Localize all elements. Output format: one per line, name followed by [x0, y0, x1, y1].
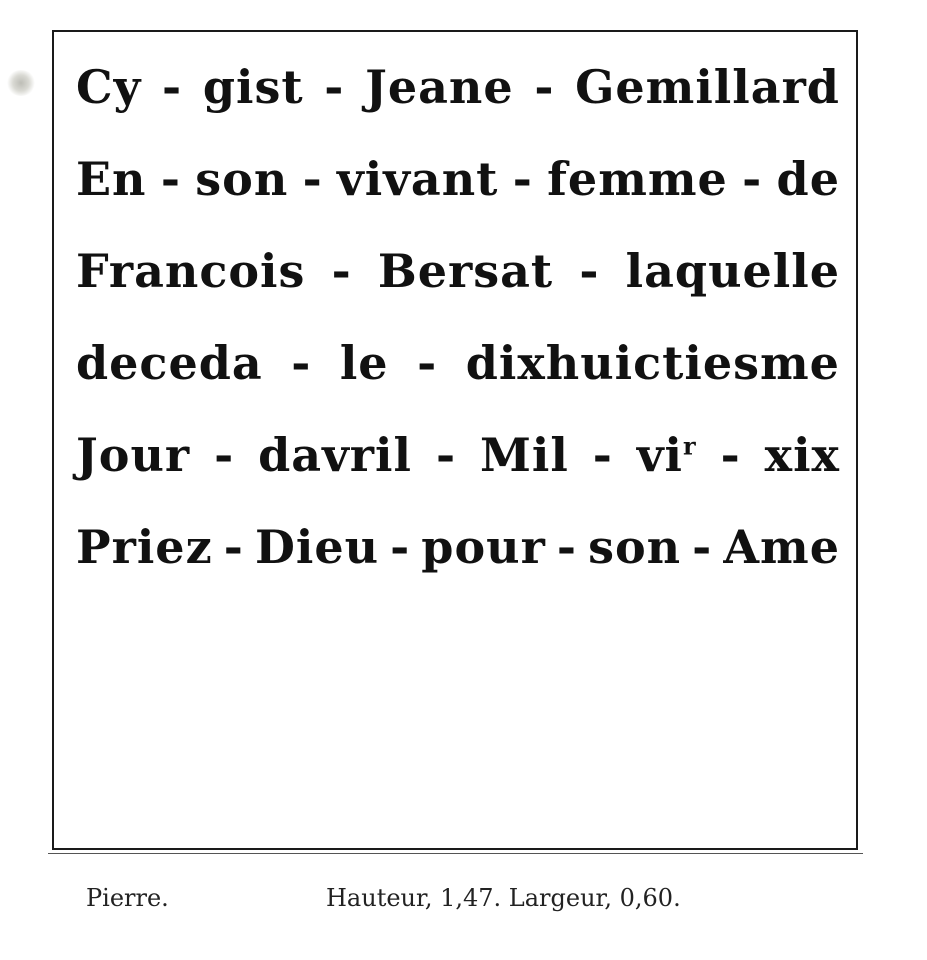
caption-material: Pierre.	[86, 884, 169, 912]
superscript: r	[683, 431, 697, 461]
separator: -	[331, 244, 352, 298]
separator: -	[417, 336, 438, 390]
separator: -	[742, 152, 763, 206]
separator: -	[534, 60, 555, 114]
separator: -	[324, 60, 345, 114]
separator: -	[223, 520, 244, 574]
separator: -	[390, 520, 411, 574]
inscription-text	[76, 60, 840, 612]
separator: -	[160, 152, 181, 206]
word: Dieu	[254, 520, 380, 574]
word: Jeane	[365, 60, 514, 114]
separator: -	[512, 152, 533, 206]
word: Cy	[76, 60, 142, 114]
word: Jour	[76, 428, 191, 482]
word: dixhuictiesme	[465, 336, 840, 390]
word: de	[776, 152, 840, 206]
inscription-line-5	[76, 428, 840, 520]
word: En	[76, 152, 147, 206]
word: gist	[202, 60, 304, 114]
word: vi	[636, 428, 684, 482]
word: Priez	[76, 520, 213, 574]
inscription-line-3	[76, 244, 840, 336]
word: deceda	[76, 336, 263, 390]
inscription-line-4	[76, 336, 840, 428]
word: Gemillard	[575, 60, 840, 114]
separator: -	[162, 60, 183, 114]
word: le	[339, 336, 389, 390]
base-rule	[48, 853, 863, 854]
separator: -	[592, 428, 613, 482]
word: Francois	[76, 244, 306, 298]
word: laquelle	[625, 244, 840, 298]
word: pour	[421, 520, 546, 574]
separator: -	[435, 428, 457, 482]
separator: -	[291, 336, 312, 390]
separator: -	[692, 520, 713, 574]
inscription-line-6	[76, 520, 840, 612]
word: xix	[764, 428, 840, 482]
separator: -	[214, 428, 235, 482]
caption-dimensions: Hauteur, 1,47. Largeur, 0,60.	[326, 884, 681, 912]
separator: -	[579, 244, 600, 298]
word: femme	[547, 152, 728, 206]
word: son	[195, 152, 289, 206]
separator: -	[556, 520, 577, 574]
inscription-line-1	[76, 60, 840, 152]
inscription-line-2	[76, 152, 840, 244]
word: Mil	[479, 428, 569, 482]
paper-speck	[6, 70, 36, 96]
word: davril	[258, 428, 412, 482]
word: Bersat	[377, 244, 554, 298]
word: son	[588, 520, 682, 574]
separator: -	[302, 152, 323, 206]
word: vivant	[336, 152, 499, 206]
word-with-superscript	[637, 428, 697, 482]
separator: -	[720, 428, 741, 482]
word: Ame	[723, 520, 840, 574]
